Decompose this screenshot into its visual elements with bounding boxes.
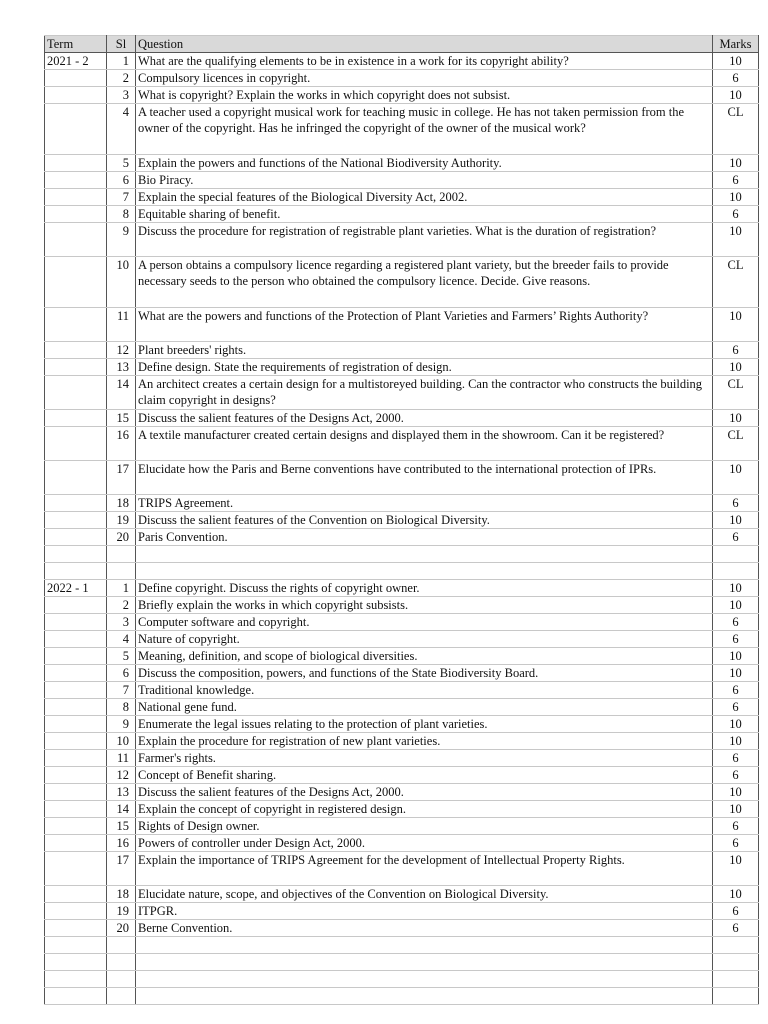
term-cell	[45, 988, 107, 1005]
term-cell	[45, 376, 107, 410]
table-row	[45, 580, 759, 597]
table-row	[45, 172, 759, 189]
serial-cell: 16	[107, 835, 136, 852]
term-header: Term	[45, 36, 107, 53]
marks-cell: 6	[713, 70, 759, 87]
term-cell	[45, 886, 107, 903]
serial-cell: 5	[107, 648, 136, 665]
table-row	[45, 750, 759, 767]
table-row	[45, 801, 759, 818]
question-cell: Computer software and copyright.	[136, 614, 713, 631]
table-row	[45, 920, 759, 937]
term-cell	[45, 189, 107, 206]
marks-cell: 6	[713, 835, 759, 852]
question-cell: Meaning, definition, and scope of biological diversities.	[136, 648, 713, 665]
serial-cell: 2	[107, 70, 136, 87]
table-row	[45, 189, 759, 206]
term-cell	[45, 971, 107, 988]
term-cell	[45, 427, 107, 461]
term-cell	[45, 954, 107, 971]
term-cell	[45, 614, 107, 631]
question-cell: Powers of controller under Design Act, 2000.	[136, 835, 713, 852]
term-cell	[45, 308, 107, 342]
marks-cell: 10	[713, 597, 759, 614]
serial-cell: 14	[107, 801, 136, 818]
question-cell	[136, 563, 713, 580]
marks-cell: 10	[713, 223, 759, 257]
marks-cell: 6	[713, 529, 759, 546]
question-cell: Berne Convention.	[136, 920, 713, 937]
marks-cell: 10	[713, 461, 759, 495]
serial-cell: 6	[107, 665, 136, 682]
marks-cell: 10	[713, 53, 759, 70]
marks-cell: 6	[713, 682, 759, 699]
question-cell: Elucidate nature, scope, and objectives of the Convention on Biological Diversity.	[136, 886, 713, 903]
question-cell: What is copyright? Explain the works in which copyright does not subsist.	[136, 87, 713, 104]
table-row	[45, 376, 759, 410]
term-cell	[45, 699, 107, 716]
serial-cell: 10	[107, 257, 136, 308]
question-cell	[136, 971, 713, 988]
question-cell: TRIPS Agreement.	[136, 495, 713, 512]
serial-cell	[107, 988, 136, 1005]
marks-cell	[713, 937, 759, 954]
question-cell: Discuss the salient features of the Designs Act, 2000.	[136, 784, 713, 801]
question-cell: Explain the powers and functions of the National Biodiversity Authority.	[136, 155, 713, 172]
question-cell: Bio Piracy.	[136, 172, 713, 189]
marks-cell: CL	[713, 427, 759, 461]
marks-cell: 6	[713, 903, 759, 920]
marks-cell: 6	[713, 699, 759, 716]
serial-cell: 2	[107, 597, 136, 614]
marks-cell: 10	[713, 733, 759, 750]
question-cell: Discuss the composition, powers, and functions of the State Biodiversity Board.	[136, 665, 713, 682]
term-cell	[45, 716, 107, 733]
marks-cell	[713, 563, 759, 580]
question-cell: Plant breeders' rights.	[136, 342, 713, 359]
term-cell	[45, 682, 107, 699]
marks-cell	[713, 954, 759, 971]
table-row	[45, 716, 759, 733]
term-cell	[45, 529, 107, 546]
term-cell	[45, 818, 107, 835]
question-cell: A textile manufacturer created certain designs and displayed them in the showroom. Can it be registered?	[136, 427, 713, 461]
serial-cell: 15	[107, 818, 136, 835]
marks-cell: 6	[713, 495, 759, 512]
marks-cell: 6	[713, 750, 759, 767]
serial-cell: 18	[107, 495, 136, 512]
table-row	[45, 631, 759, 648]
header-row	[45, 36, 759, 53]
marks-cell: 10	[713, 189, 759, 206]
question-cell: Equitable sharing of benefit.	[136, 206, 713, 223]
question-cell: Rights of Design owner.	[136, 818, 713, 835]
serial-cell	[107, 546, 136, 563]
serial-cell: 8	[107, 206, 136, 223]
marks-cell: 10	[713, 852, 759, 886]
serial-cell: 1	[107, 580, 136, 597]
question-cell: Compulsory licences in copyright.	[136, 70, 713, 87]
term-cell	[45, 461, 107, 495]
marks-cell: 10	[713, 886, 759, 903]
term-cell: 2022 - 1	[45, 580, 107, 597]
term-cell	[45, 70, 107, 87]
term-cell	[45, 903, 107, 920]
table-row	[45, 614, 759, 631]
serial-cell: 17	[107, 852, 136, 886]
term-cell	[45, 597, 107, 614]
question-cell: Explain the special features of the Biological Diversity Act, 2002.	[136, 189, 713, 206]
serial-cell: 5	[107, 155, 136, 172]
question-cell: Elucidate how the Paris and Berne conventions have contributed to the international protection of IPRs.	[136, 461, 713, 495]
term-cell	[45, 767, 107, 784]
marks-cell: 6	[713, 631, 759, 648]
table-row	[45, 257, 759, 308]
marks-cell: CL	[713, 104, 759, 155]
serial-cell: 11	[107, 308, 136, 342]
marks-cell: 10	[713, 784, 759, 801]
marks-cell: CL	[713, 257, 759, 308]
table-row	[45, 308, 759, 342]
question-cell: Briefly explain the works in which copyright subsists.	[136, 597, 713, 614]
marks-cell: 6	[713, 614, 759, 631]
marks-cell: 6	[713, 767, 759, 784]
table-row	[45, 648, 759, 665]
question-cell: Define copyright. Discuss the rights of copyright owner.	[136, 580, 713, 597]
serial-cell: 17	[107, 461, 136, 495]
table-row	[45, 342, 759, 359]
marks-cell: 10	[713, 512, 759, 529]
term-cell	[45, 359, 107, 376]
serial-cell: 12	[107, 342, 136, 359]
serial-cell: 13	[107, 359, 136, 376]
question-cell: Nature of copyright.	[136, 631, 713, 648]
serial-cell: 7	[107, 682, 136, 699]
table-row	[45, 155, 759, 172]
serial-cell: 19	[107, 512, 136, 529]
table-row	[45, 410, 759, 427]
question-cell: A person obtains a compulsory licence regarding a registered plant variety, but the breeder fails to provide necessary seeds to the person who obtained the compulsory licence. Decide. Give reasons.	[136, 257, 713, 308]
serial-cell: 18	[107, 886, 136, 903]
term-cell	[45, 648, 107, 665]
table-row	[45, 682, 759, 699]
table-row	[45, 784, 759, 801]
table-row	[45, 546, 759, 563]
question-header: Question	[136, 36, 713, 53]
serial-cell: 9	[107, 716, 136, 733]
marks-cell: 6	[713, 920, 759, 937]
question-cell	[136, 988, 713, 1005]
table-row	[45, 461, 759, 495]
question-cell: Concept of Benefit sharing.	[136, 767, 713, 784]
term-cell	[45, 410, 107, 427]
table-row	[45, 937, 759, 954]
table-row	[45, 427, 759, 461]
table-row	[45, 665, 759, 682]
questions-body	[45, 53, 759, 1005]
question-sheet	[44, 35, 758, 1005]
serial-header: Sl	[107, 36, 136, 53]
question-cell: Paris Convention.	[136, 529, 713, 546]
table-row	[45, 971, 759, 988]
marks-cell: 10	[713, 648, 759, 665]
marks-cell	[713, 546, 759, 563]
term-cell	[45, 512, 107, 529]
term-cell	[45, 937, 107, 954]
serial-cell: 12	[107, 767, 136, 784]
serial-cell: 9	[107, 223, 136, 257]
serial-cell: 3	[107, 614, 136, 631]
question-cell: National gene fund.	[136, 699, 713, 716]
question-cell	[136, 954, 713, 971]
marks-cell: 10	[713, 87, 759, 104]
question-cell: Discuss the procedure for registration of registrable plant varieties. What is the duration of registration?	[136, 223, 713, 257]
term-cell	[45, 784, 107, 801]
term-cell	[45, 665, 107, 682]
marks-cell: 6	[713, 206, 759, 223]
table-row	[45, 87, 759, 104]
question-cell: Discuss the salient features of the Designs Act, 2000.	[136, 410, 713, 427]
serial-cell: 20	[107, 920, 136, 937]
term-cell	[45, 750, 107, 767]
table-row	[45, 699, 759, 716]
table-row	[45, 733, 759, 750]
table-row	[45, 512, 759, 529]
serial-cell: 20	[107, 529, 136, 546]
serial-cell	[107, 971, 136, 988]
question-cell: Explain the concept of copyright in registered design.	[136, 801, 713, 818]
table-row	[45, 597, 759, 614]
marks-cell: 10	[713, 308, 759, 342]
term-cell	[45, 835, 107, 852]
marks-cell: 6	[713, 172, 759, 189]
question-cell: Discuss the salient features of the Convention on Biological Diversity.	[136, 512, 713, 529]
marks-cell: 10	[713, 359, 759, 376]
term-cell	[45, 223, 107, 257]
table-row	[45, 70, 759, 87]
table-row	[45, 954, 759, 971]
serial-cell: 6	[107, 172, 136, 189]
question-cell: Enumerate the legal issues relating to the protection of plant varieties.	[136, 716, 713, 733]
term-cell	[45, 172, 107, 189]
serial-cell: 14	[107, 376, 136, 410]
term-cell	[45, 563, 107, 580]
question-cell: What are the qualifying elements to be in existence in a work for its copyright ability?	[136, 53, 713, 70]
term-cell	[45, 546, 107, 563]
table-row	[45, 903, 759, 920]
questions-table	[44, 35, 759, 1005]
term-cell: 2021 - 2	[45, 53, 107, 70]
serial-cell: 7	[107, 189, 136, 206]
marks-cell: 10	[713, 410, 759, 427]
question-cell: Explain the procedure for registration of new plant varieties.	[136, 733, 713, 750]
marks-cell: 10	[713, 580, 759, 597]
term-cell	[45, 631, 107, 648]
question-cell: Explain the importance of TRIPS Agreement for the development of Intellectual Property Rights.	[136, 852, 713, 886]
table-row	[45, 53, 759, 70]
table-row	[45, 886, 759, 903]
marks-cell: 10	[713, 155, 759, 172]
serial-cell: 4	[107, 631, 136, 648]
serial-cell	[107, 563, 136, 580]
term-cell	[45, 920, 107, 937]
question-cell: An architect creates a certain design for a multistoreyed building. Can the contractor who constructs the building claim copyright in designs?	[136, 376, 713, 410]
question-cell: Traditional knowledge.	[136, 682, 713, 699]
table-row	[45, 852, 759, 886]
serial-cell: 3	[107, 87, 136, 104]
table-row	[45, 835, 759, 852]
marks-cell	[713, 988, 759, 1005]
question-cell: Define design. State the requirements of registration of design.	[136, 359, 713, 376]
term-cell	[45, 257, 107, 308]
table-row	[45, 563, 759, 580]
serial-cell: 4	[107, 104, 136, 155]
term-cell	[45, 733, 107, 750]
serial-cell: 8	[107, 699, 136, 716]
marks-cell	[713, 971, 759, 988]
table-row	[45, 988, 759, 1005]
marks-cell: 10	[713, 665, 759, 682]
term-cell	[45, 495, 107, 512]
marks-cell: 6	[713, 342, 759, 359]
term-cell	[45, 801, 107, 818]
serial-cell: 10	[107, 733, 136, 750]
table-row	[45, 223, 759, 257]
question-cell: Farmer's rights.	[136, 750, 713, 767]
table-row	[45, 104, 759, 155]
table-row	[45, 495, 759, 512]
table-row	[45, 818, 759, 835]
term-cell	[45, 852, 107, 886]
term-cell	[45, 87, 107, 104]
table-row	[45, 767, 759, 784]
term-cell	[45, 206, 107, 223]
question-cell	[136, 937, 713, 954]
marks-cell: 10	[713, 801, 759, 818]
term-cell	[45, 342, 107, 359]
question-cell: ITPGR.	[136, 903, 713, 920]
table-row	[45, 359, 759, 376]
marks-header: Marks	[713, 36, 759, 53]
marks-cell: CL	[713, 376, 759, 410]
serial-cell: 11	[107, 750, 136, 767]
serial-cell: 19	[107, 903, 136, 920]
question-cell	[136, 546, 713, 563]
table-row	[45, 529, 759, 546]
marks-cell: 10	[713, 716, 759, 733]
serial-cell: 16	[107, 427, 136, 461]
serial-cell: 15	[107, 410, 136, 427]
term-cell	[45, 104, 107, 155]
question-cell: What are the powers and functions of the Protection of Plant Varieties and Farmers’ Rights Authority?	[136, 308, 713, 342]
term-cell	[45, 155, 107, 172]
table-row	[45, 206, 759, 223]
serial-cell: 13	[107, 784, 136, 801]
question-cell: A teacher used a copyright musical work for teaching music in college. He has not taken permission from the owner of the copyright. Has he infringed the copyright of the owner of the musical work?	[136, 104, 713, 155]
serial-cell: 1	[107, 53, 136, 70]
marks-cell: 6	[713, 818, 759, 835]
serial-cell	[107, 937, 136, 954]
serial-cell	[107, 954, 136, 971]
